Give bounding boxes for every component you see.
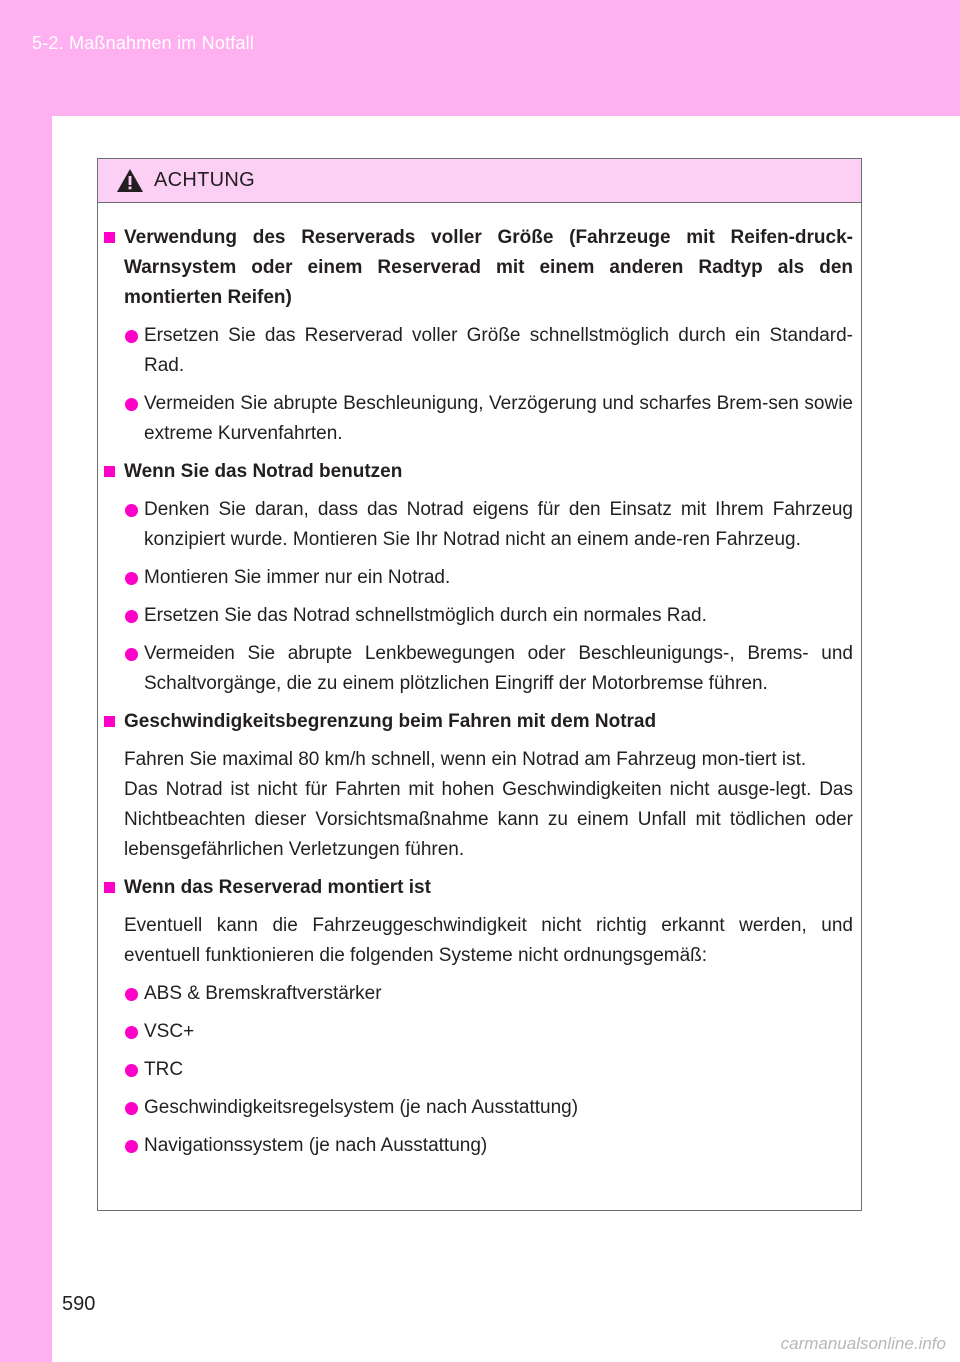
- round-bullet-icon: [125, 648, 138, 661]
- square-bullet-icon: [104, 466, 115, 477]
- caution-box: [97, 158, 862, 1211]
- list-item: Denken Sie daran, dass das Notrad eigens für den Einsatz mit Ihrem Fahrzeug konzipiert wurde. Montieren Sie Ihr Notrad nicht an einem ande-ren Fahrzeug.: [104, 495, 853, 555]
- section-heading: Verwendung des Reserverads voller Größe (Fahrzeuge mit Reifen-druck-Warnsystem oder einem Reserverad mit einem anderen Radtyp als den montierten Reifen): [104, 223, 853, 313]
- list-item: Vermeiden Sie abrupte Beschleunigung, Verzögerung und scharfes Brem-sen sowie extreme Kurvenfahrten.: [104, 389, 853, 449]
- paragraph: Fahren Sie maximal 80 km/h schnell, wenn ein Notrad am Fahrzeug mon-tiert ist. Das Notrad ist nicht für Fahrten mit hohen Geschwindigkeiten nicht ausge-legt. Das Nichtbeachten dieser Vorsichtsmaßnahme kann zu einem Unfall mit tödlichen oder lebensgefährlichen Verletzungen führen.: [124, 749, 853, 860]
- warning-triangle-icon: [116, 168, 144, 193]
- watermark: carmanualsonline.info: [780, 1334, 946, 1353]
- square-bullet-icon: [104, 882, 115, 893]
- list-item: Geschwindigkeitsregelsystem (je nach Ausstattung): [104, 1093, 853, 1123]
- round-bullet-icon: [125, 610, 138, 623]
- list-item: VSC+: [104, 1017, 853, 1047]
- section-heading: Wenn das Reserverad montiert ist: [104, 873, 853, 903]
- round-bullet-icon: [125, 988, 138, 1001]
- left-margin-band: [0, 0, 52, 1362]
- caution-header: [98, 159, 861, 203]
- list-item: Navigationssystem (je nach Ausstattung): [104, 1131, 853, 1161]
- list-item: Ersetzen Sie das Reserverad voller Größe schnellstmöglich durch ein Standard-Rad.: [104, 321, 853, 381]
- paragraph: Eventuell kann die Fahrzeuggeschwindigkeit nicht richtig erkannt werden, und eventuell funktionieren die folgenden Systeme nicht ordnungsgemäß:: [124, 915, 853, 966]
- round-bullet-icon: [125, 504, 138, 517]
- round-bullet-icon: [125, 1140, 138, 1153]
- section-heading: Wenn Sie das Notrad benutzen: [104, 457, 853, 487]
- square-bullet-icon: [104, 716, 115, 727]
- square-bullet-icon: [104, 232, 115, 243]
- list-item: TRC: [104, 1055, 853, 1085]
- page-number: 590: [62, 1293, 96, 1315]
- header-band: [0, 0, 960, 116]
- round-bullet-icon: [125, 1064, 138, 1077]
- caution-title: ACHTUNG: [154, 169, 255, 191]
- round-bullet-icon: [125, 1102, 138, 1115]
- list-item: Montieren Sie immer nur ein Notrad.: [104, 563, 853, 593]
- round-bullet-icon: [125, 330, 138, 343]
- section-title: 5-2. Maßnahmen im Notfall: [32, 33, 255, 53]
- round-bullet-icon: [125, 572, 138, 585]
- list-item: Ersetzen Sie das Notrad schnellstmöglich durch ein normales Rad.: [104, 601, 853, 631]
- list-item: ABS & Bremskraftverstärker: [104, 979, 853, 1009]
- round-bullet-icon: [125, 1026, 138, 1039]
- caution-body: [98, 203, 861, 1161]
- round-bullet-icon: [125, 398, 138, 411]
- section-heading: Geschwindigkeitsbegrenzung beim Fahren mit dem Notrad: [104, 707, 853, 737]
- list-item: Vermeiden Sie abrupte Lenkbewegungen oder Beschleunigungs-, Brems- und Schaltvorgänge, die zu einem plötzlichen Eingriff der Motorbremse führen.: [104, 639, 853, 699]
